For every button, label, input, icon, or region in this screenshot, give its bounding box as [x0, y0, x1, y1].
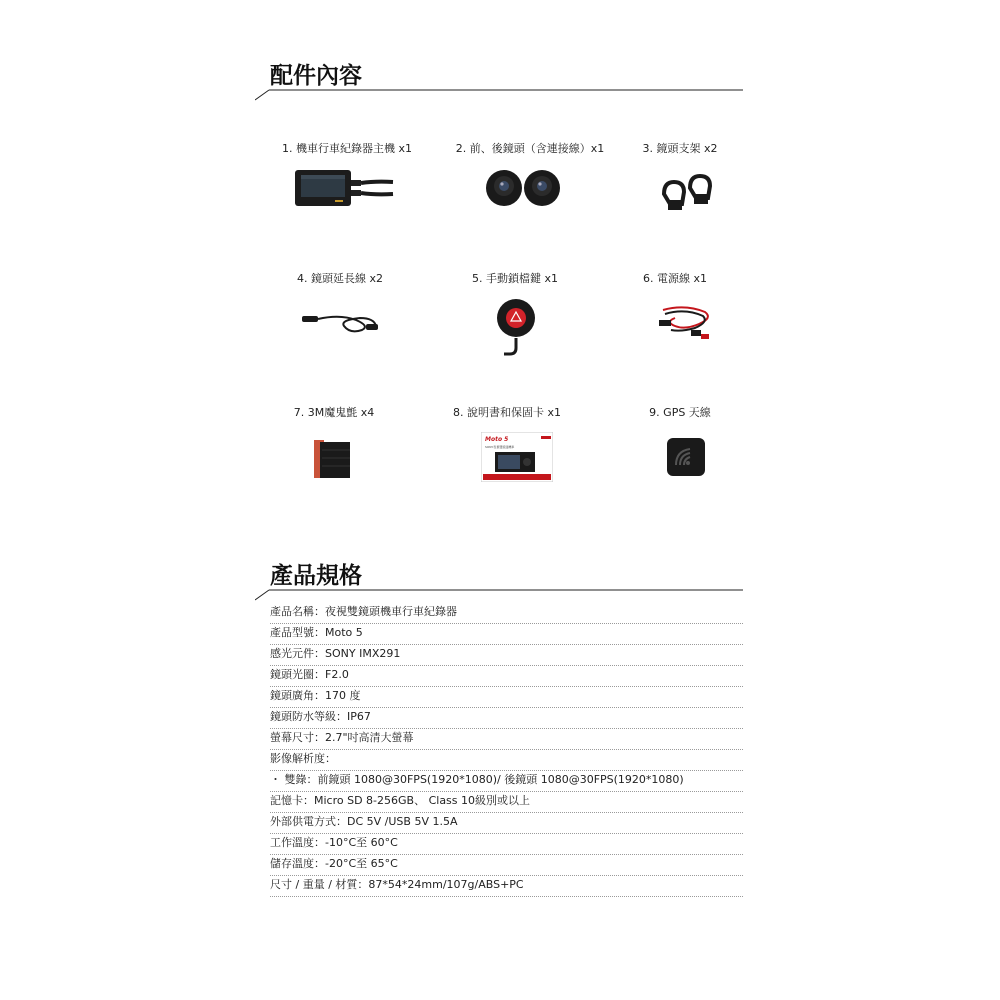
- accessories-title-rule: [255, 86, 745, 102]
- accessory-label-brackets: 3. 鏡頭支架 x2: [642, 142, 718, 155]
- accessory-label-manual: 8. 說明書和保固卡 x1: [453, 406, 561, 419]
- spec-row-memory-card: 記憶卡：Micro SD 8-256GB、 Class 10級別或以上: [270, 791, 743, 813]
- spec-row-operating-temp: 工作溫度：-10°C至 60°C: [270, 833, 743, 855]
- specs-title-rule: [255, 586, 745, 602]
- accessories-title: 配件內容: [270, 63, 362, 89]
- brackets-image: [660, 174, 716, 214]
- accessory-label-gps: 9. GPS 天線: [649, 406, 711, 419]
- manual-cover-subtitle: SONY夜視雙鏡頭機車: [485, 445, 515, 449]
- extension-cable-image: [300, 306, 380, 336]
- main-unit-image: [295, 168, 395, 208]
- lock-button-image: [494, 298, 538, 358]
- spec-row-waterproof: 鏡頭防水等級：IP67: [270, 707, 743, 729]
- manual-cover-title: Moto 5: [485, 436, 509, 443]
- accessory-label-extension-cable: 4. 鏡頭延長線 x2: [297, 272, 383, 285]
- spec-row-product-name: 產品名稱：夜視雙鏡頭機車行車紀錄器: [270, 602, 743, 624]
- spec-row-dimensions: 尺寸 / 重量 / 材質：87*54*24mm/107g/ABS+PC: [270, 875, 743, 897]
- gps-antenna-image: [666, 437, 706, 479]
- spec-row-sensor: 感光元件：SONY IMX291: [270, 644, 743, 666]
- accessory-label-lock-button: 5. 手動鎖檔鍵 x1: [472, 272, 558, 285]
- spec-row-storage-temp: 儲存溫度：-20°C至 65°C: [270, 854, 743, 876]
- accessory-label-main-unit: 1. 機車行車紀錄器主機 x1: [282, 142, 412, 155]
- accessory-label-cameras: 2. 前、後鏡頭（含連接線）x1: [455, 142, 605, 155]
- spec-row-power-supply: 外部供電方式：DC 5V /USB 5V 1.5A: [270, 812, 743, 834]
- spec-row-screen-size: 螢幕尺寸：2.7"吋高清大螢幕: [270, 728, 743, 750]
- spec-row-resolution: 影像解析度：: [270, 749, 743, 771]
- spec-row-wide-angle: 鏡頭廣角：170 度: [270, 686, 743, 708]
- specs-title: 產品規格: [270, 563, 362, 589]
- velcro-image: [314, 440, 354, 480]
- spec-row-model: 產品型號：Moto 5: [270, 623, 743, 645]
- accessory-label-power-cable: 6. 電源線 x1: [643, 272, 707, 285]
- spec-row-aperture: 鏡頭光圈：F2.0: [270, 665, 743, 687]
- power-cable-image: [655, 300, 715, 344]
- accessory-label-velcro: 7. 3M魔鬼氈 x4: [293, 406, 375, 419]
- manual-image: [481, 432, 553, 482]
- cameras-image: [484, 164, 564, 212]
- spec-row-dual-recording: ・ 雙錄：前鏡頭 1080@30FPS(1920*1080)/ 後鏡頭 1080@30FPS(1920*1080): [270, 770, 743, 792]
